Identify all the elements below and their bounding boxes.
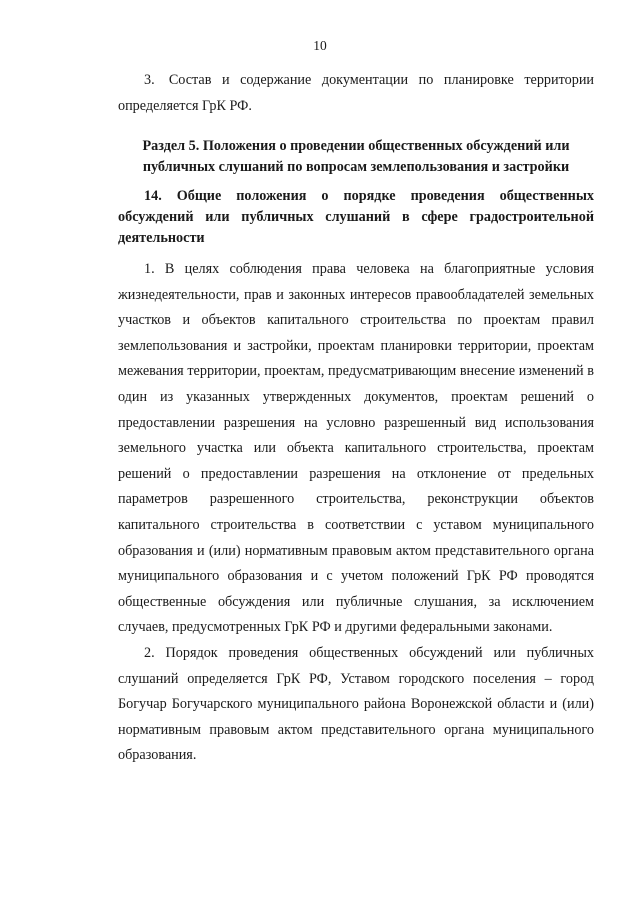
article-item-1: 1. В целях соблюдения права человека на благоприятные условия жизнедеятельности, прав и законных интересов правообладателей земельных участков и объектов капитального строительства по проектам правил землепользования и застройки, проектам планировки территории, проектам межевания территории, проектам, предусматривающим внесение изменений в один из указанных утвержденных документов, проектам решений о предоставлении разрешения на условно разрешенный вид использования земельного участка или объекта капитального строительства, проектам решений о предоставлении разрешения на отклонение от предельных параметров разрешенного строительства, реконструкции объектов капитального строительства в соответствии с уставом муниципального образования и (или) нормативным правовым актом представительного органа муниципального образования и с учетом положений ГрК РФ проводятся общественные обсуждения или публичные слушания, за исключением случаев, предусмотренных ГрК РФ и другими федеральными законами. xyxy=(118,261,594,636)
paragraph-3-block xyxy=(118,68,594,119)
paragraph-3: 3. Состав и содержание документации по планировке территории определяется ГрК РФ. xyxy=(118,72,594,114)
article-title: 14. Общие положения о порядке проведения общественных обсуждений или публичных слушаний в сфере градостроительной деятельности xyxy=(118,188,594,246)
article-item-2: 2. Порядок проведения общественных обсуждений или публичных слушаний определяется ГрК РФ, Уставом городского поселения – город Богучар Богучарского муниципального района Воронежской области и (или) нормативным правовым актом представительного органа муниципального образования. xyxy=(118,644,594,764)
section-title: Раздел 5. Положения о проведении общественных обсуждений или публичных слушаний по вопросам землепользования и застройки xyxy=(142,138,570,175)
page-number: 10 xyxy=(313,38,327,53)
article-body xyxy=(118,257,594,769)
